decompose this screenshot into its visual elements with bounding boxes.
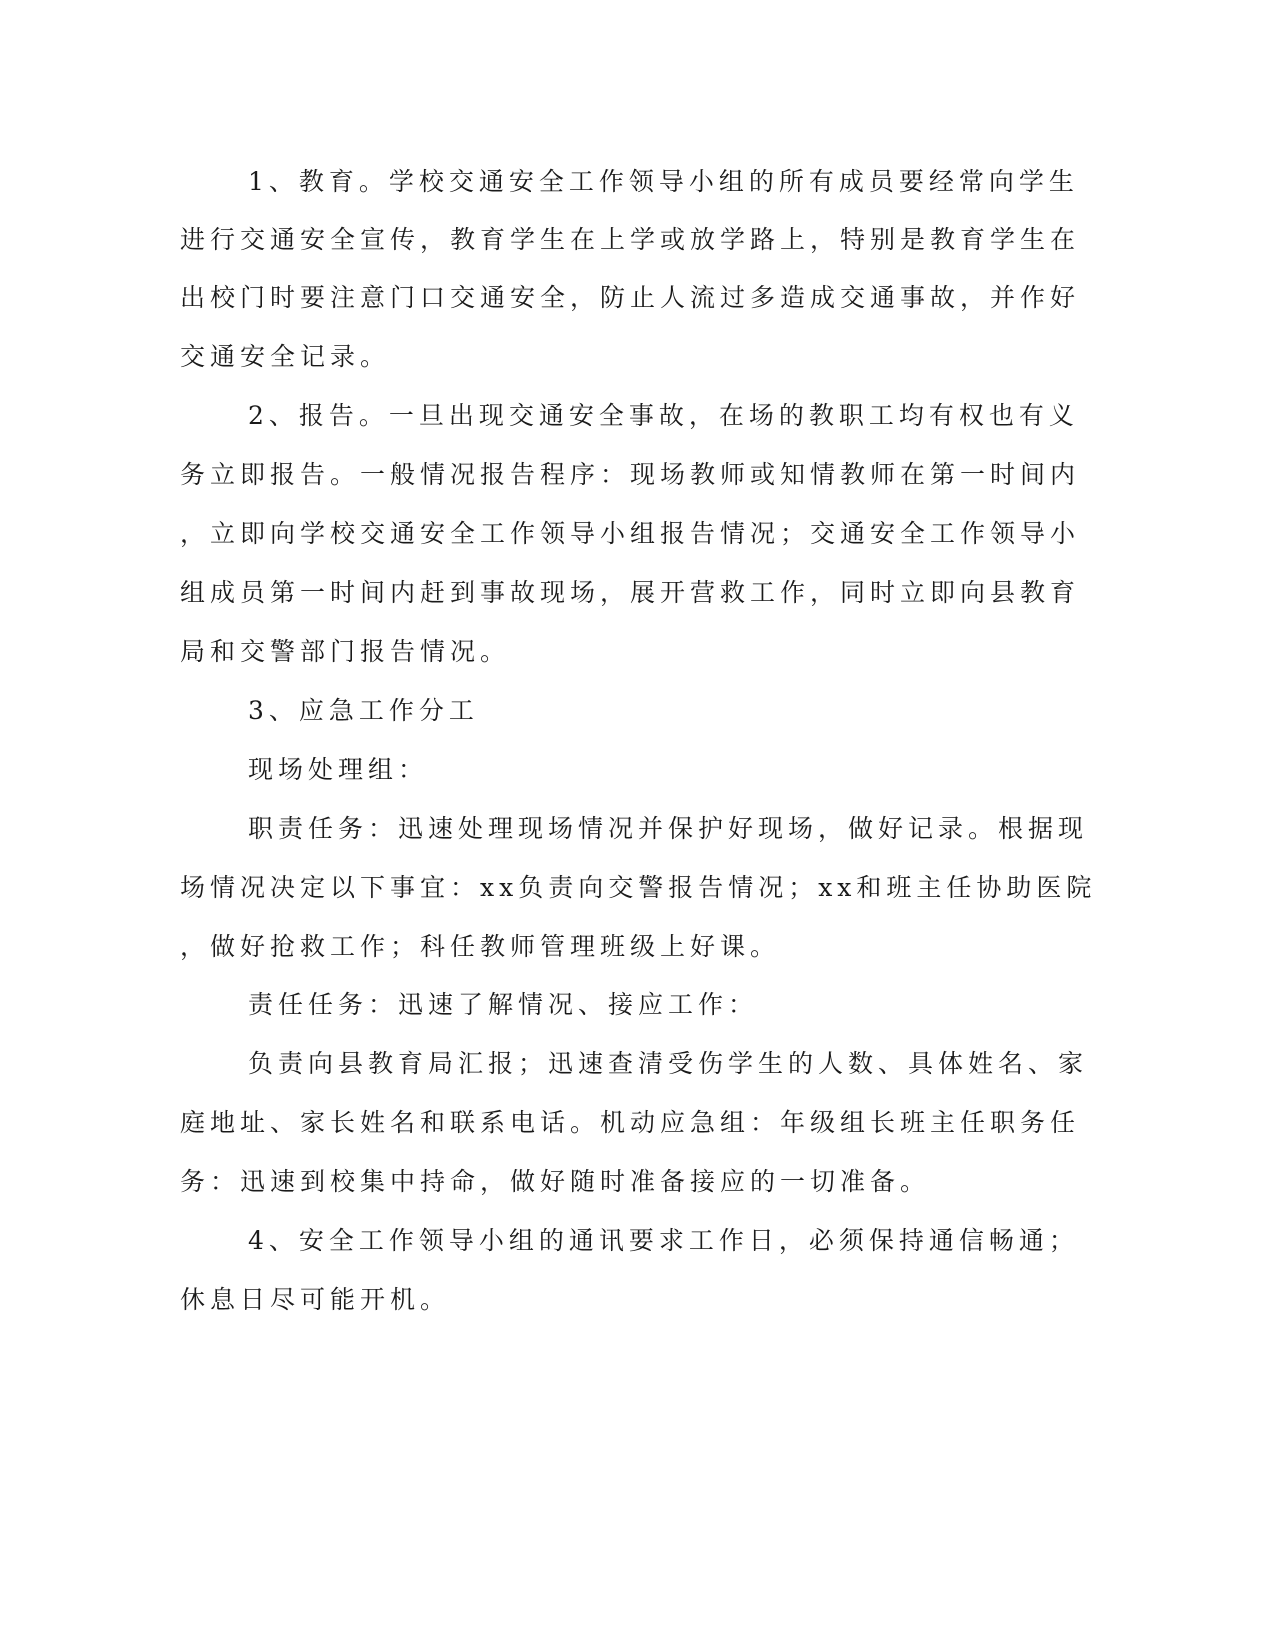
paragraph-6-line-1: 4、安全工作领导小组的通讯要求工作日，必须保持通信畅通； xyxy=(248,1226,1079,1255)
paragraph-1-line-3: 出校门时要注意门口交通安全，防止人流过多造成交通事故，并作好 xyxy=(180,283,1081,312)
paragraph-2-line-4: 组成员第一时间内赶到事故现场，展开营救工作，同时立即向县教育 xyxy=(180,578,1081,607)
paragraph-2-line-3: ，立即向学校交通安全工作领导小组报告情况；交通安全工作领导小 xyxy=(180,519,1081,548)
paragraph-5-line-1: 负责向县教育局汇报；迅速查清受伤学生的人数、具体姓名、家 xyxy=(248,1049,1089,1078)
paragraph-3-line-1: 职责任务：迅速处理现场情况并保护好现场，做好记录。根据现 xyxy=(248,814,1089,843)
paragraph-3-line-2: 场情况决定以下事宜：xx负责向交警报告情况；xx和班主任协助医院 xyxy=(180,873,1097,902)
paragraph-5-line-3: 务：迅速到校集中持命，做好随时准备接应的一切准备。 xyxy=(180,1167,931,1196)
paragraph-1-line-1: 1、教育。学校交通安全工作领导小组的所有成员要经常向学生 xyxy=(248,167,1079,196)
paragraph-6-line-2: 休息日尽可能开机。 xyxy=(180,1285,451,1314)
paragraph-3-line-3: ，做好抢救工作；科任教师管理班级上好课。 xyxy=(180,932,781,961)
paragraph-4-line-1: 责任任务：迅速了解情况、接应工作： xyxy=(248,990,759,1019)
section-3-heading: 3、应急工作分工 xyxy=(248,696,479,725)
onsite-group-heading: 现场处理组： xyxy=(248,755,429,784)
paragraph-2-line-5: 局和交警部门报告情况。 xyxy=(180,637,511,666)
paragraph-2-line-2: 务立即报告。一般情况报告程序：现场教师或知情教师在第一时间内 xyxy=(180,460,1081,489)
paragraph-2-line-1: 2、报告。一旦出现交通安全事故，在场的教职工均有权也有义 xyxy=(248,401,1079,430)
paragraph-5-line-2: 庭地址、家长姓名和联系电话。机动应急组：年级组长班主任职务任 xyxy=(180,1108,1081,1137)
paragraph-1-line-4: 交通安全记录。 xyxy=(180,342,391,371)
paragraph-1-line-2: 进行交通安全宣传，教育学生在上学或放学路上，特别是教育学生在 xyxy=(180,225,1081,254)
